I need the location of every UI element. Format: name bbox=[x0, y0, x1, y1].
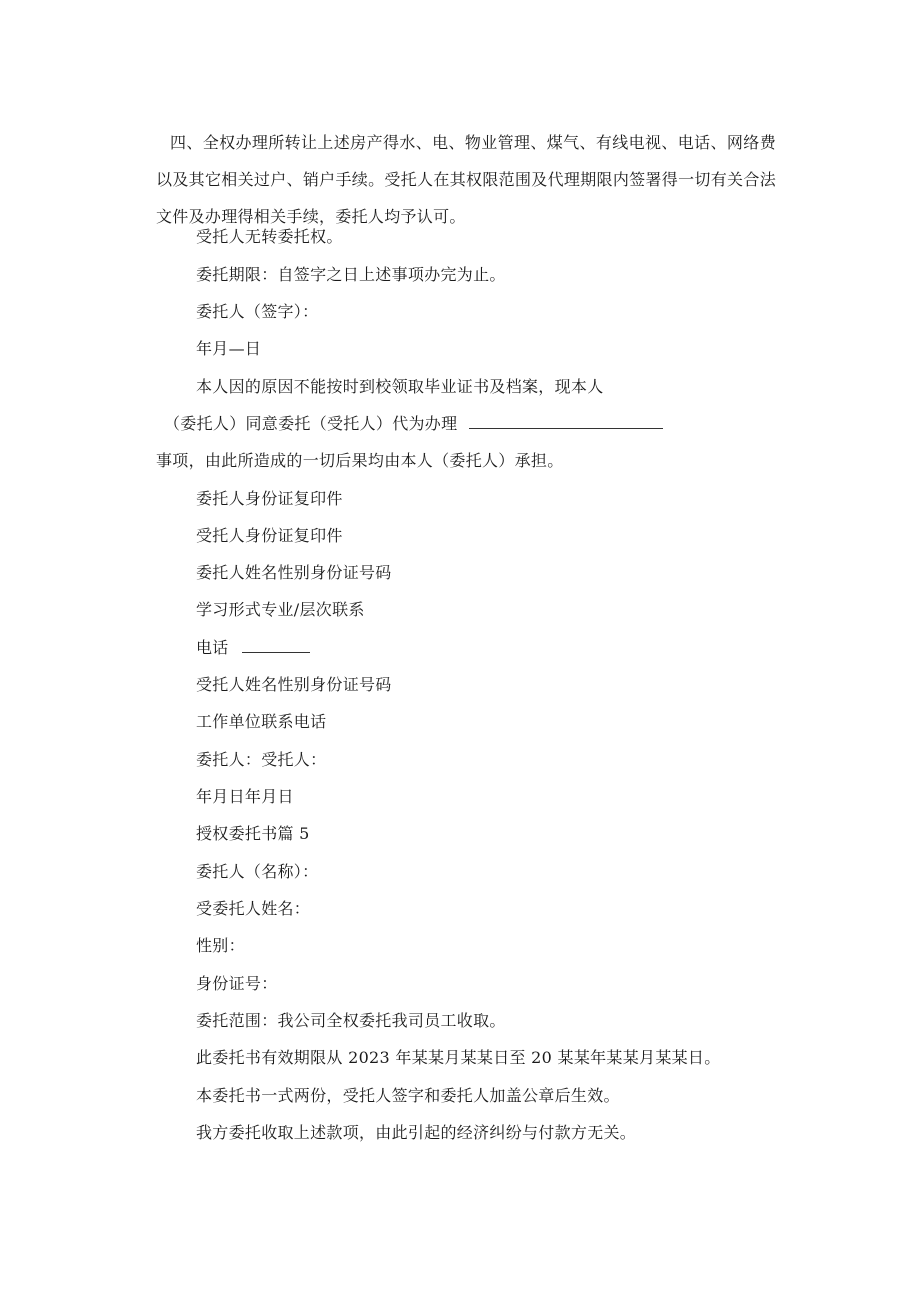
diploma-reason-line: 本人因的原因不能按时到校领取毕业证书及档案，现本人 bbox=[196, 377, 604, 396]
study-info-line: 学习形式专业/层次联系 bbox=[196, 600, 365, 619]
work-unit-line: 工作单位联系电话 bbox=[196, 712, 327, 731]
principal-signature-line: 委托人（签字）： bbox=[196, 302, 319, 321]
phone-blank[interactable] bbox=[242, 638, 310, 653]
phone-line bbox=[196, 637, 310, 659]
agent-name-line: 受委托人姓名： bbox=[196, 899, 311, 918]
disclaimer-line: 我方委托收取上述款项，由此引起的经济纠纷与付款方无关。 bbox=[196, 1123, 637, 1142]
consequence-line: 事项，由此所造成的一切后果均由本人（委托人）承担。 bbox=[156, 451, 564, 470]
paragraph-property-transfer: 四、全权办理所转让上述房产得水、电、物业管理、煤气、有线电视、电话、网络费以及其它相关过户、销户手续。受托人在其权限范围及代理期限内签署得一切有关合法文件及办理得相关手续，委托人均予认可。 bbox=[156, 133, 776, 226]
principal-info-line: 委托人姓名性别身份证号码 bbox=[196, 563, 392, 582]
id-number-line: 身份证号： bbox=[196, 974, 278, 993]
gender-line: 性别： bbox=[196, 936, 245, 955]
phone-label: 电话 bbox=[196, 638, 229, 657]
copies-line: 本委托书一式两份，受托人签字和委托人加盖公章后生效。 bbox=[196, 1086, 620, 1105]
agree-delegate-text: （委托人）同意委托（受托人）代为办理 bbox=[164, 414, 458, 433]
section-title-5: 授权委托书篇 5 bbox=[196, 824, 310, 843]
no-subdelegation-line: 受托人无转委托权。 bbox=[196, 227, 343, 246]
date-line: 年月—日 bbox=[196, 339, 262, 358]
dates-line: 年月日年月日 bbox=[196, 787, 294, 806]
signatures-line: 委托人：受托人： bbox=[196, 750, 327, 769]
delegation-scope-line: 委托范围：我公司全权委托我司员工收取。 bbox=[196, 1011, 506, 1030]
principal-id-copy-line: 委托人身份证复印件 bbox=[196, 489, 343, 508]
validity-line: 此委托书有效期限从 2023 年某某月某某日至 20 某某年某某月某某日。 bbox=[196, 1048, 721, 1067]
matter-blank[interactable] bbox=[469, 414, 663, 429]
agree-delegate-line bbox=[164, 413, 663, 435]
agent-id-copy-line: 受托人身份证复印件 bbox=[196, 526, 343, 545]
agent-info-line: 受托人姓名性别身份证号码 bbox=[196, 675, 392, 694]
delegation-period-line: 委托期限：自签字之日上述事项办完为止。 bbox=[196, 265, 506, 284]
principal-name-line: 委托人（名称）： bbox=[196, 862, 319, 881]
